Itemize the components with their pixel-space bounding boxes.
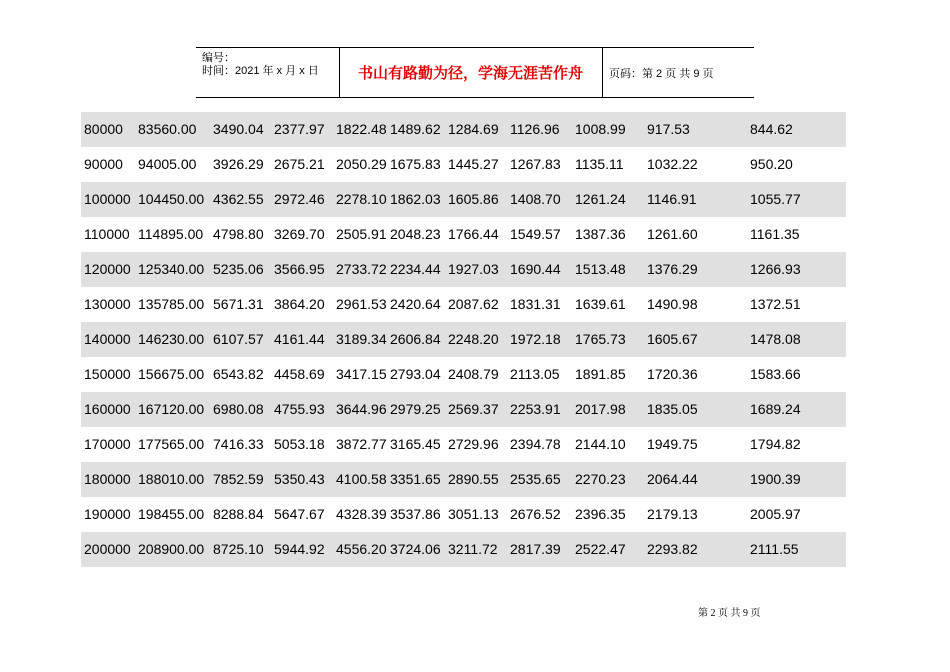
table-cell: 2420.64 [390,296,441,312]
table-cell: 3165.45 [390,436,441,452]
table-cell: 917.53 [647,121,690,137]
table-cell: 1765.73 [575,331,626,347]
table-row [81,252,846,287]
table-cell: 6543.82 [213,366,264,382]
table-cell: 146230.00 [138,331,205,347]
table-cell: 1161.35 [750,226,800,242]
table-cell: 100000 [84,191,131,207]
table-cell: 2606.84 [390,331,441,347]
page-footer: 第 2 页 共 9 页 [698,608,761,619]
table-cell: 180000 [84,471,131,487]
table-cell: 3490.04 [213,121,264,137]
table-cell: 950.20 [750,156,793,172]
table-cell: 2050.29 [336,156,387,172]
table-cell: 6107.57 [213,331,264,347]
table-cell: 2408.79 [448,366,499,382]
table-cell: 1675.83 [390,156,441,172]
table-cell: 188010.00 [138,471,205,487]
table-row [81,182,846,217]
table-cell: 1900.39 [750,471,801,487]
table-cell: 1135.11 [575,156,624,172]
table-cell: 140000 [84,331,131,347]
table-cell: 1008.99 [575,121,626,137]
table-cell: 1690.44 [510,261,561,277]
table-cell: 4362.55 [213,191,264,207]
table-cell: 5235.06 [213,261,264,277]
table-cell: 2278.10 [336,191,387,207]
table-cell: 1949.75 [647,436,698,452]
table-cell: 104450.00 [138,191,205,207]
table-cell: 3417.15 [336,366,387,382]
table-cell: 8288.84 [213,506,264,522]
table-cell: 1408.70 [510,191,561,207]
table-row [81,462,846,497]
table-cell: 200000 [84,541,131,557]
table-cell: 3537.86 [390,506,441,522]
table-cell: 4100.58 [336,471,387,487]
table-cell: 3926.29 [213,156,264,172]
table-cell: 844.62 [750,121,793,137]
table-cell: 2005.97 [750,506,801,522]
table-cell: 208900.00 [138,541,205,557]
table-cell: 1267.83 [510,156,561,172]
table-cell: 3189.34 [336,331,387,347]
table-cell: 125340.00 [138,261,205,277]
table-cell: 1445.27 [448,156,499,172]
table-cell: 2676.52 [510,506,561,522]
table-cell: 1478.08 [750,331,801,347]
table-cell: 5944.92 [274,541,325,557]
table-cell: 150000 [84,366,131,382]
table-cell: 198455.00 [138,506,205,522]
table-cell: 2377.97 [274,121,325,137]
table-cell: 5350.43 [274,471,325,487]
header-meta-cell [196,48,340,97]
table-cell: 1387.36 [575,226,626,242]
table-cell: 5053.18 [274,436,325,452]
table-cell: 2394.78 [510,436,561,452]
table-cell: 4755.93 [274,401,325,417]
table-cell: 2048.23 [390,226,441,242]
table-cell: 2179.13 [647,506,698,522]
table-cell: 1927.03 [448,261,499,277]
table-cell: 1583.66 [750,366,801,382]
header-page-code: 页码：第 2 页 共 9 页 [609,67,714,80]
table-cell: 1489.62 [390,121,441,137]
table-cell: 3872.77 [336,436,387,452]
table-cell: 5671.31 [213,296,264,312]
table-cell: 4161.44 [274,331,325,347]
table-cell: 2675.21 [274,156,325,172]
table-cell: 1605.67 [647,331,698,347]
table-cell: 1862.03 [390,191,441,207]
table-cell: 135785.00 [138,296,205,312]
table-cell: 1891.85 [575,366,626,382]
table-cell: 2017.98 [575,401,626,417]
table-cell: 2569.37 [448,401,499,417]
table-cell: 5647.67 [274,506,325,522]
header-motto: 书山有路勤为径，学海无涯苦作舟 [339,48,603,97]
table-cell: 1794.82 [750,436,801,452]
table-cell: 130000 [84,296,131,312]
table-cell: 3211.72 [448,541,498,557]
table-cell: 2144.10 [575,436,626,452]
table-row [81,217,846,252]
table-cell: 2087.62 [448,296,499,312]
table-cell: 156675.00 [138,366,205,382]
table-row [81,357,846,392]
table-row [81,147,846,182]
table-cell: 2505.91 [336,226,387,242]
table-cell: 6980.08 [213,401,264,417]
table-cell: 2890.55 [448,471,499,487]
document-number-label: 编号： [202,52,235,64]
table-cell: 8725.10 [213,541,264,557]
table-cell: 2972.46 [274,191,325,207]
table-cell: 1972.18 [510,331,561,347]
table-cell: 120000 [84,261,131,277]
table-cell: 170000 [84,436,131,452]
table-cell: 1835.05 [647,401,698,417]
table-cell: 1261.60 [647,226,698,242]
table-cell: 110000 [84,226,130,242]
table-cell: 1055.77 [750,191,801,207]
table-cell: 83560.00 [138,121,197,137]
table-row [81,427,846,462]
table-cell: 3864.20 [274,296,325,312]
table-cell: 90000 [84,156,123,172]
table-cell: 177565.00 [138,436,205,452]
table-cell: 190000 [84,506,131,522]
table-cell: 1490.98 [647,296,698,312]
table-cell: 1513.48 [575,261,626,277]
table-cell: 1766.44 [448,226,499,242]
table-cell: 2793.04 [390,366,441,382]
table-cell: 1376.29 [647,261,698,277]
table-cell: 3566.95 [274,261,325,277]
table-cell: 4798.80 [213,226,264,242]
table-cell: 3724.06 [390,541,441,557]
table-cell: 1261.24 [575,191,626,207]
table-cell: 3351.65 [390,471,441,487]
table-cell: 3269.70 [274,226,325,242]
table-cell: 1032.22 [647,156,698,172]
table-cell: 2396.35 [575,506,626,522]
table-cell: 167120.00 [138,401,205,417]
table-cell: 94005.00 [138,156,197,172]
table-cell: 1126.96 [510,121,560,137]
table-cell: 2535.65 [510,471,561,487]
table-cell: 4328.39 [336,506,387,522]
table-row [81,112,846,147]
table-cell: 1549.57 [510,226,561,242]
table-cell: 2248.20 [448,331,499,347]
table-cell: 1266.93 [750,261,801,277]
document-date-label: 时间：2021 年 x 月 x 日 [202,65,319,77]
table-row [81,392,846,427]
table-cell: 160000 [84,401,131,417]
table-cell: 1720.36 [647,366,698,382]
table-cell: 2234.44 [390,261,441,277]
table-cell: 1372.51 [750,296,801,312]
table-cell: 3644.96 [336,401,387,417]
table-cell: 2064.44 [647,471,698,487]
table-cell: 2253.91 [510,401,561,417]
table-cell: 1689.24 [750,401,801,417]
table-cell: 4556.20 [336,541,387,557]
table-row [81,532,846,567]
table-cell: 1146.91 [647,191,697,207]
table-cell: 1639.61 [575,296,626,312]
table-cell: 2961.53 [336,296,387,312]
table-cell: 1284.69 [448,121,499,137]
table-cell: 1831.31 [510,296,561,312]
table-cell: 1605.86 [448,191,499,207]
data-table [81,112,846,567]
table-row [81,322,846,357]
table-cell: 1822.48 [336,121,387,137]
table-cell: 2270.23 [575,471,626,487]
table-row [81,287,846,322]
table-cell: 2522.47 [575,541,626,557]
table-cell: 2817.39 [510,541,561,557]
table-cell: 4458.69 [274,366,325,382]
table-cell: 2979.25 [390,401,441,417]
table-cell: 2111.55 [750,541,799,557]
table-row [81,497,846,532]
table-cell: 3051.13 [448,506,499,522]
table-cell: 2113.05 [510,366,560,382]
table-cell: 80000 [84,121,123,137]
table-cell: 2729.96 [448,436,499,452]
table-cell: 7416.33 [213,436,264,452]
page-header [196,47,754,98]
table-cell: 2293.82 [647,541,698,557]
table-cell: 114895.00 [138,226,204,242]
table-cell: 7852.59 [213,471,264,487]
table-cell: 2733.72 [336,261,387,277]
